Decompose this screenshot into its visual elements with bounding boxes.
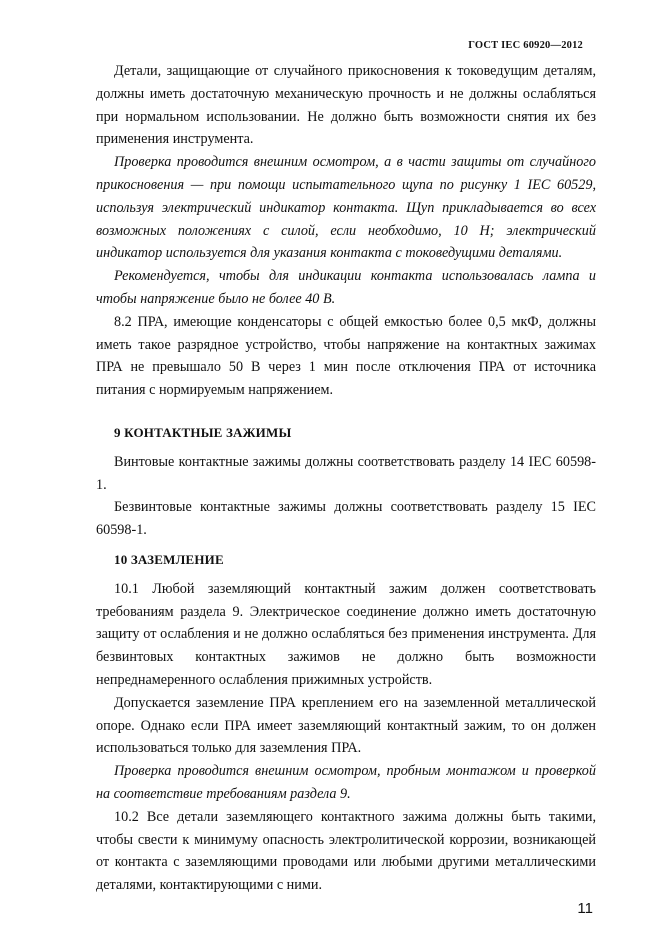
paragraph-verification-probe: Проверка проводится внешним осмотром, а в части защиты от случайного прикосновения — при помощи испытательного щупа по рисунку 1 IEC 60529, используя электрический индикатор контакта. Щуп прикладывается во всех возможных положениях с силой, если необходимо, 10 Н; электрический индикатор используется для указания контакта с токоведущими деталями. [96,154,596,262]
page-number: 11 [577,900,593,917]
paragraph-verification-inspection: Проверка проводится внешним осмотром, пробным монтажом и проверкой на соответствие требованиям раздела 9. [96,763,596,802]
document-standard-header: ГОСТ IEC 60920—2012 [468,40,583,51]
paragraph-screwless-terminals: Безвинтовые контактные зажимы должны соответствовать разделу 15 IEC 60598-1. [96,499,596,539]
paragraph-10-1-earthing-terminal: 10.1 Любой заземляющий контактный зажим должен соответствовать требованиям раздела 9. Электрическое соединение должно иметь достаточную защиту от ослабления и не должно ослабляться без применения инструмента. Для безвинтовых контактных зажимов не должно быть возможности непреднамеренного ослабления прижимных устройств. [96,580,596,688]
paragraph-protective-parts: Детали, защищающие от случайного прикосновения к токоведущим деталям, должны иметь достаточную механическую прочность и не должны ослабляться при нормальном использовании. Не должно быть возможности снятия их без применения инструмента. [96,63,596,148]
paragraph-screw-terminals: Винтовые контактные зажимы должны соответствовать разделу 14 IEC 60598-1. [96,453,596,493]
section-heading-9: 9 КОНТАКТНЫЕ ЗАЖИМЫ [114,424,292,440]
paragraph-8-2-capacitors: 8.2 ПРА, имеющие конденсаторы с общей емкостью более 0,5 мкФ, должны иметь такое разрядное устройство, чтобы напряжение на контактных зажимах ПРА не превышало 50 В через 1 мин после отключения ПРА от источника питания с нормируемым напряжением. [96,313,596,399]
page-body [96,60,596,897]
paragraph-earthing-support: Допускается заземление ПРА креплением его на заземленной металлической опоре. Однако если ПРА имеет заземляющий контактный зажим, то он должен использоваться только для заземления ПРА. [96,694,596,757]
paragraph-10-2-corrosion: 10.2 Все детали заземляющего контактного зажима должны быть такими, чтобы свести к минимуму опасность электролитической коррозии, возникающей от контакта с заземляющими проводами или любыми другими металлическими деталями, контактирующими с ними. [96,808,596,894]
paragraph-recommendation-lamp: Рекомендуется, чтобы для индикации контакта использовалась лампа и чтобы напряжение было не более 40 В. [96,268,596,307]
section-heading-10: 10 ЗАЗЕМЛЕНИЕ [114,551,224,567]
